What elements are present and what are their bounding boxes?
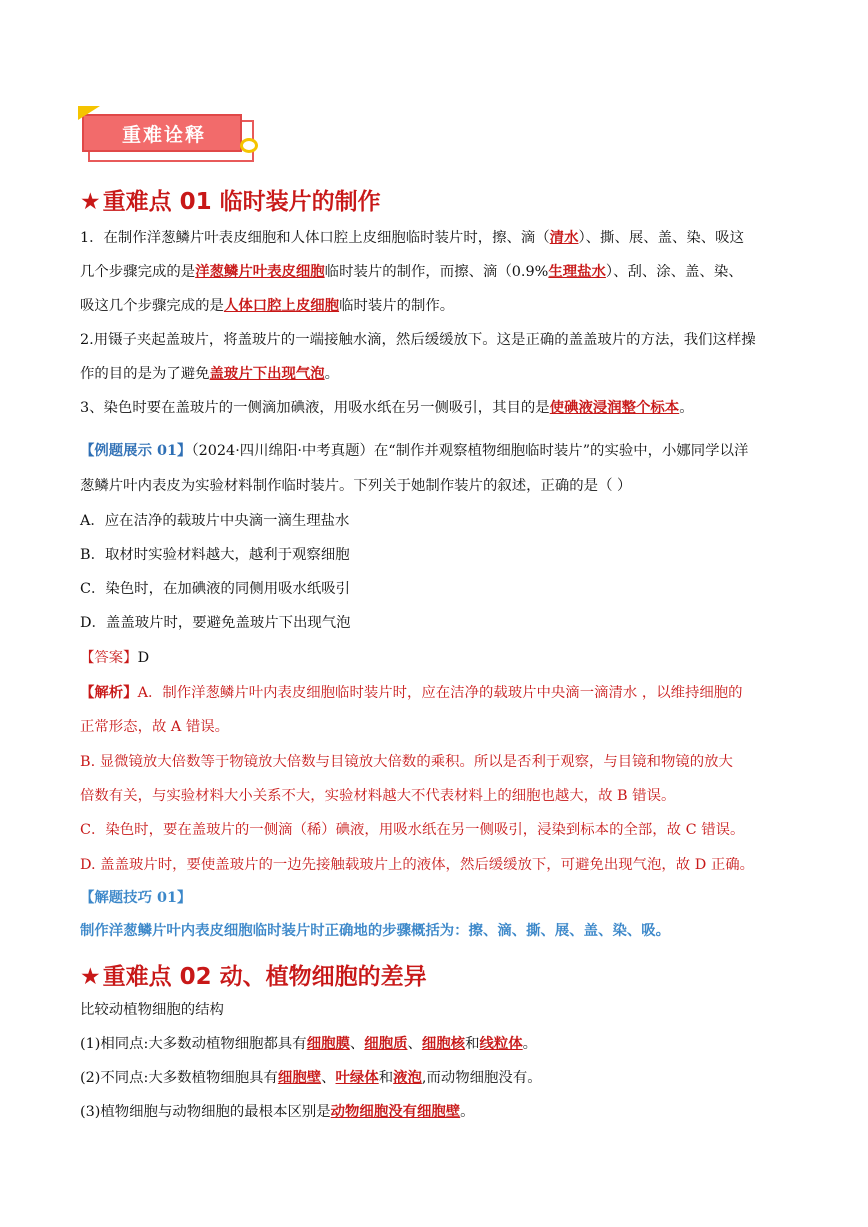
text: (1)相同点:大多数动植物细胞都具有: [80, 1036, 307, 1052]
ring-icon: [240, 138, 258, 153]
text: A．制作洋葱鳞片叶内表皮细胞临时装片时，应在洁净的载玻片中央滴一滴清水 ，以维持细胞的: [137, 685, 743, 701]
comparison-2: [80, 1068, 542, 1088]
text: ）、撕、展、盖、染、吸这: [578, 230, 744, 246]
option-b: B．取材时实验材料越大，越利于观察细胞: [80, 547, 350, 563]
answer-saline: 生理盐水: [548, 263, 606, 280]
text: 、: [321, 1070, 336, 1086]
section-2-heading: [80, 958, 427, 991]
text: 、: [407, 1036, 422, 1052]
star-icon: ★: [80, 964, 101, 990]
text: ）、刮、涂、盖、染、: [605, 264, 743, 280]
paragraph-1-line-2: [80, 262, 743, 282]
analysis-line-3: B. 显微镜放大倍数等于物镜放大倍数与目镜放大倍数的乘积。所以是否利于观察，与目镜和物镜的放大: [80, 754, 733, 770]
text: 临时装片的制作，而擦、滴（0.9%: [324, 264, 549, 280]
answer-onion-cells: 洋葱鳞片叶表皮细胞: [195, 263, 325, 280]
paragraph-2-line-2: [80, 364, 339, 384]
term-mitochondria: 线粒体: [479, 1035, 523, 1052]
text: 和: [378, 1070, 394, 1086]
tip-tag: 【解题技巧 01】: [80, 889, 192, 906]
text: 。: [460, 1104, 475, 1120]
text: 吸这几个步骤完成的是: [80, 298, 224, 314]
text: 几个步骤完成的是: [80, 264, 196, 280]
analysis-tag: 【解析】: [80, 684, 138, 701]
text: (2)不同点:大多数植物细胞具有: [80, 1070, 278, 1086]
example-tag: 【例题展示 01】: [80, 442, 192, 459]
text: ,而动物细胞没有。: [421, 1070, 542, 1086]
paragraph-1-line-3: [80, 296, 454, 316]
banner-box: [82, 114, 242, 152]
banner-label: 重难诠释: [121, 124, 206, 146]
paragraph-2-line-1: 2.用镊子夹起盖玻片，将盖玻片的一端接触水滴，然后缓缓放下。这是正确的盖盖玻片的方法，我们这样操: [80, 332, 756, 348]
answer-qingshui: 清水: [549, 229, 579, 246]
text: (3)植物细胞与动物细胞的最根本区别是: [80, 1104, 331, 1120]
text: 。: [522, 1036, 538, 1052]
analysis-line-2: 正常形态，故 A 错误。: [80, 719, 230, 735]
text: 和: [465, 1036, 480, 1052]
answer-line: [80, 648, 149, 668]
tip-text: 制作洋葱鳞片叶内表皮细胞临时装片时正确地的步骤概括为：擦、滴、撕、展、盖、染、吸。: [80, 922, 671, 939]
example-line-1: [80, 441, 748, 461]
option-a: A．应在洁净的载玻片中央滴一滴生理盐水: [80, 513, 350, 529]
answer-tag: 【答案】: [80, 650, 138, 666]
answer-iodine: 使碘液浸润整个标本: [549, 399, 680, 416]
text: 临时装片的制作。: [339, 298, 455, 314]
text: 、: [349, 1036, 365, 1052]
section-banner: [80, 112, 260, 162]
term-nucleus: 细胞核: [421, 1035, 466, 1052]
term-cell-wall: 细胞壁: [277, 1069, 322, 1086]
analysis-line-5: C．染色时，要在盖玻片的一侧滴（稀）碘液，用吸水纸在另一侧吸引，浸染到标本的全部，故 C 错误。: [80, 822, 745, 838]
option-c: C．染色时，在加碘液的同侧用吸水纸吸引: [80, 581, 351, 597]
term-chloroplast: 叶绿体: [335, 1069, 379, 1086]
text: （2024·四川绵阳·中考真题）在“制作并观察植物细胞临时装片”的实验中，小娜同学以洋: [191, 443, 749, 459]
section-1-heading: [80, 183, 381, 216]
term-cell-membrane: 细胞膜: [306, 1035, 350, 1052]
analysis-line-4: 倍数有关，与实验材料大小关系不大，实验材料越大不代表材料上的细胞也越大，故 B 错误。: [80, 788, 676, 804]
comparison-1: [80, 1034, 537, 1054]
example-line-2: 葱鳞片叶内表皮为实验材料制作临时装片。下列关于她制作装片的叙述，正确的是（ ）: [80, 478, 632, 494]
text: 。: [324, 366, 340, 382]
term-no-cell-wall: 动物细胞没有细胞壁: [330, 1103, 461, 1120]
answer-value: D: [137, 650, 150, 666]
analysis-line-6: D. 盖盖玻片时，要使盖玻片的一边先接触载玻片上的液体，然后缓缓放下，可避免出现气泡，故 D 正确。: [80, 857, 755, 873]
comparison-3: [80, 1102, 475, 1122]
section-2-intro: 比较动植物细胞的结构: [80, 1002, 224, 1018]
answer-air-bubbles: 盖玻片下出现气泡: [209, 365, 325, 382]
paragraph-1-line-1: [80, 228, 744, 248]
analysis-line-1: [80, 683, 743, 703]
option-d: D．盖盖玻片时，要避免盖玻片下出现气泡: [80, 615, 351, 631]
text: 。: [679, 400, 694, 416]
section-1-title: 重难点 01 临时装片的制作: [102, 189, 381, 215]
text: 作的目的是为了避免: [80, 366, 210, 382]
text: 1．在制作洋葱鳞片叶表皮细胞和人体口腔上皮细胞临时装片时，擦、滴（: [80, 230, 550, 246]
term-vacuole: 液泡: [393, 1069, 422, 1086]
text: 3、染色时要在盖玻片的一侧滴加碘液，用吸水纸在另一侧吸引，其目的是: [80, 400, 550, 416]
section-2-title: 重难点 02 动、植物细胞的差异: [102, 964, 427, 990]
paragraph-3: [80, 398, 694, 418]
term-cytoplasm: 细胞质: [364, 1035, 408, 1052]
flag-icon: [78, 106, 100, 120]
star-icon: ★: [80, 189, 101, 215]
answer-cheek-cells: 人体口腔上皮细胞: [223, 297, 340, 314]
